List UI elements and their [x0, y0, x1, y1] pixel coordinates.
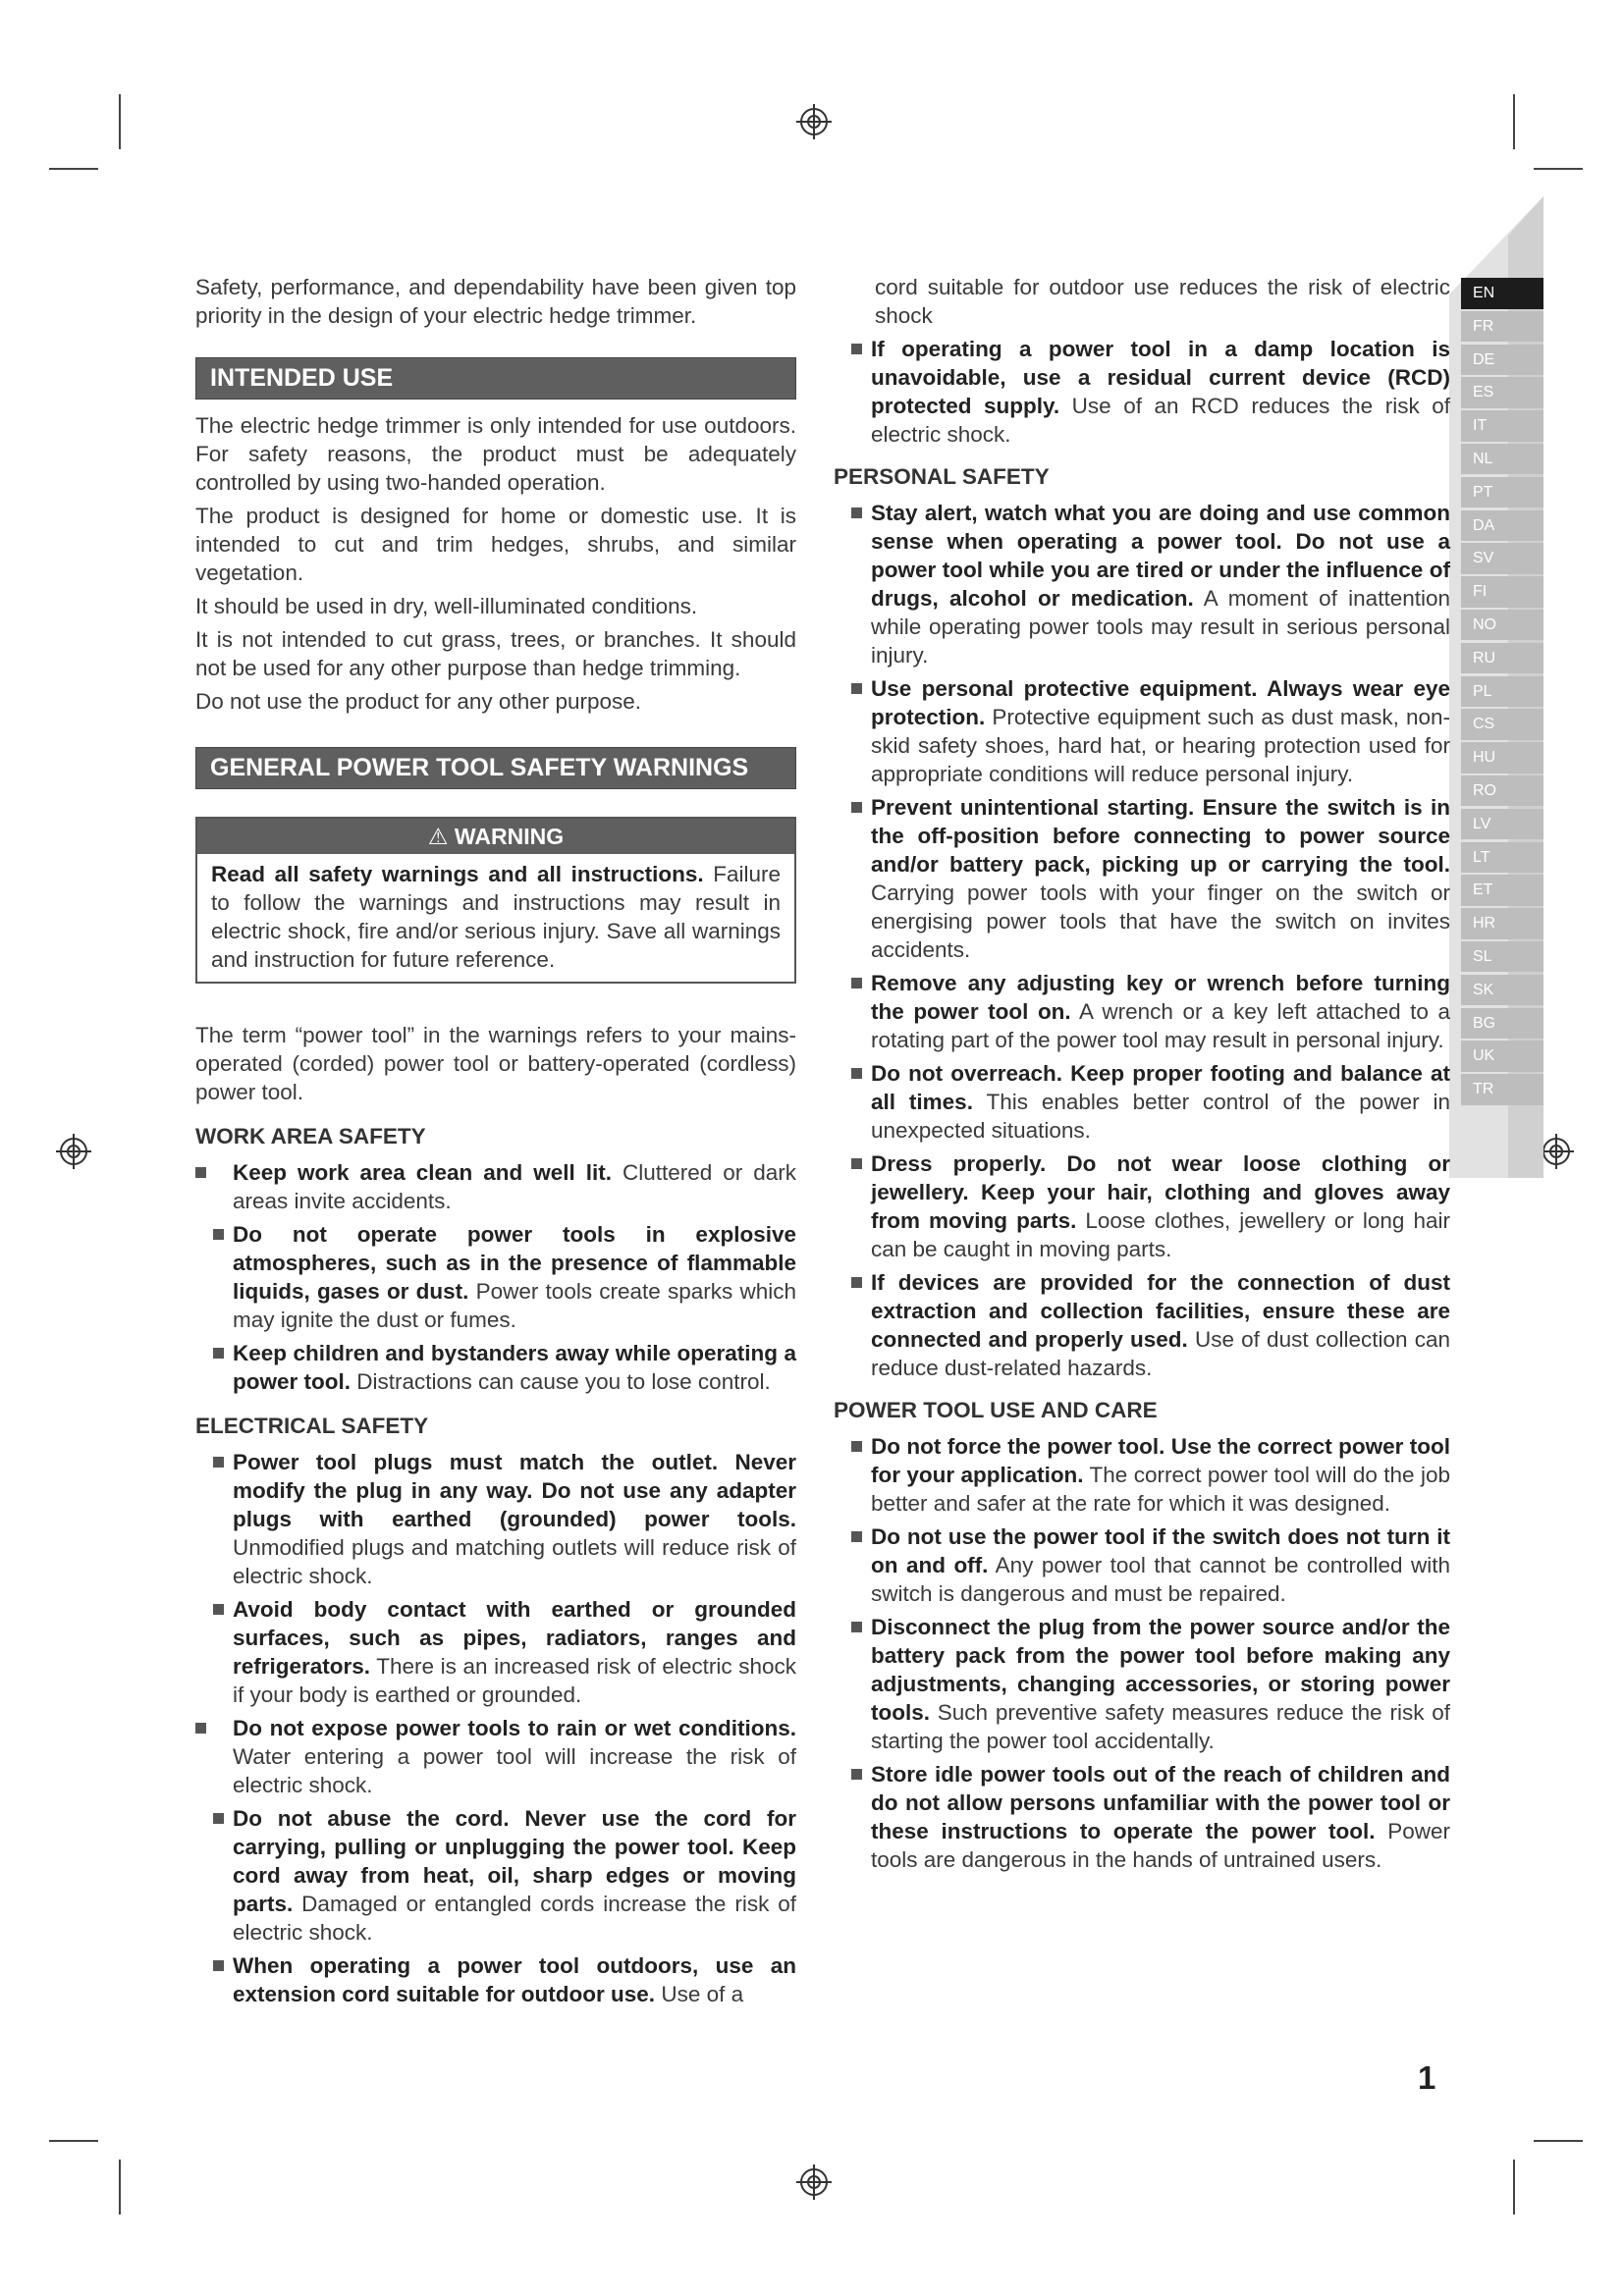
language-tab-bg[interactable]: BG	[1461, 1008, 1543, 1040]
bullet-icon	[851, 802, 862, 813]
list-item: Do not use the power tool if the switch does not turn it on and off. Any power tool that cannot be controlled with switch is dangerous and must be repaired.	[834, 1522, 1450, 1608]
language-tabs	[1461, 278, 1543, 1107]
crop-mark	[1513, 94, 1515, 149]
crop-mark	[119, 94, 121, 149]
subheading: POWER TOOL USE AND CARE	[834, 1398, 1158, 1422]
warning-body	[197, 854, 794, 982]
crop-mark	[1513, 2160, 1515, 2215]
bullet-icon	[213, 1348, 224, 1359]
bullet-icon	[851, 683, 862, 694]
list-item: Avoid body contact with earthed or grounded surfaces, such as pipes, radiators, ranges and refrigerators. There is an increased risk of electric shock if your body is earthed or grounded.	[195, 1595, 796, 1709]
crop-mark	[119, 2160, 121, 2215]
bullet-icon	[851, 507, 862, 518]
paragraph: The electric hedge trimmer is only intended for use outdoors. For safety reasons, the product must be adequately controlled by using two-handed operation.	[195, 413, 796, 495]
list-item-continued: cord suitable for outdoor use reduces the risk of electric shock	[875, 275, 1450, 328]
subheading: ELECTRICAL SAFETY	[195, 1414, 429, 1438]
bullet-icon	[213, 1813, 224, 1824]
bullet-icon	[851, 1441, 862, 1452]
list-item: Do not force the power tool. Use the correct power tool for your application. The correct power tool will do the job better and safer at the rate for which it was designed.	[834, 1432, 1450, 1518]
registration-mark-icon	[54, 1132, 93, 1171]
language-tab-sl[interactable]: SL	[1461, 941, 1543, 973]
bullet-icon	[195, 1723, 206, 1734]
bullet-icon	[213, 1229, 224, 1240]
language-tab-lv[interactable]: LV	[1461, 809, 1543, 840]
list-item: Do not expose power tools to rain or wet conditions. Water entering a power tool will increase the risk of electric shock.	[195, 1714, 796, 1799]
list-item: Remove any adjusting key or wrench before turning the power tool on. A wrench or a key left attached to a rotating part of the power tool may result in personal injury.	[834, 969, 1450, 1054]
language-tab-es[interactable]: ES	[1461, 377, 1543, 408]
list-item: Dress properly. Do not wear loose clothing or jewellery. Keep your hair, clothing and gloves away from moving parts. Loose clothes, jewellery or long hair can be caught in moving parts.	[834, 1149, 1450, 1263]
list-item: Prevent unintentional starting. Ensure the switch is in the off-position before connecting to power source and/or battery pack, picking up or carrying the tool. Carrying power tools with your finger on the switch or energising power tools that have the switch on invites accidents.	[834, 793, 1450, 964]
list-item: Use personal protective equipment. Always wear eye protection. Protective equipment such as dust mask, non-skid safety shoes, hard hat, or hearing protection used for appropriate conditions will reduce personal injury.	[834, 674, 1450, 788]
paragraph: The product is designed for home or domestic use. It is intended to cut and trim hedges, shrubs, and similar vegetation.	[195, 504, 796, 585]
list-item: Stay alert, watch what you are doing and use common sense when operating a power tool. Do not use a power tool while you are tired or under the influence of drugs, alcohol or medication. A moment of inattention while operating power tools may result in serious personal injury.	[834, 499, 1450, 669]
list-item: Do not operate power tools in explosive atmospheres, such as in the presence of flammable liquids, gases or dust. Power tools create sparks which may ignite the dust or fumes.	[195, 1220, 796, 1334]
crop-mark	[49, 2140, 98, 2142]
language-tab-hu[interactable]: HU	[1461, 742, 1543, 774]
bullet-icon	[851, 1769, 862, 1780]
language-tab-nl[interactable]: NL	[1461, 444, 1543, 475]
bullet-icon	[851, 1622, 862, 1632]
bullet-icon	[851, 1531, 862, 1542]
language-tab-en[interactable]: EN	[1461, 278, 1543, 309]
language-tab-tr[interactable]: TR	[1461, 1074, 1543, 1105]
language-tab-de[interactable]: DE	[1461, 345, 1543, 376]
language-tab-ru[interactable]: RU	[1461, 643, 1543, 674]
section-heading: GENERAL POWER TOOL SAFETY WARNINGS	[195, 747, 796, 789]
language-tab-no[interactable]: NO	[1461, 610, 1543, 641]
subheading: PERSONAL SAFETY	[834, 464, 1050, 489]
language-tab-sv[interactable]: SV	[1461, 543, 1543, 574]
bullet-icon	[195, 1167, 206, 1178]
paragraph: It is not intended to cut grass, trees, or branches. It should not be used for any other purpose than hedge trimming.	[195, 627, 796, 680]
crop-mark	[1534, 168, 1583, 170]
paragraph: It should be used in dry, well-illuminated conditions.	[195, 594, 698, 618]
language-tab-it[interactable]: IT	[1461, 410, 1543, 442]
warning-triangle-icon: ⚠	[427, 824, 449, 849]
bullet-icon	[851, 344, 862, 354]
warning-bold: Read all safety warnings and all instructions.	[211, 862, 704, 886]
language-tab-da[interactable]: DA	[1461, 510, 1543, 542]
warning-text: Failure to follow the warnings and instructions may result in electric shock, fire and/or serious injury. Save all warnings and instruction for future reference.	[211, 862, 781, 972]
left-column	[195, 273, 796, 2013]
list-item: If operating a power tool in a damp location is unavoidable, use a residual current device (RCD) protected supply. Use of an RCD reduces the risk of electric shock.	[834, 335, 1450, 449]
language-tab-et[interactable]: ET	[1461, 875, 1543, 906]
section-heading: INTENDED USE	[195, 357, 796, 400]
registration-mark-icon	[794, 102, 834, 141]
crop-mark	[49, 168, 98, 170]
language-tab-pt[interactable]: PT	[1461, 477, 1543, 508]
intro-text: Safety, performance, and dependability have been given top priority in the design of your electric hedge trimmer.	[195, 275, 796, 328]
paragraph: Do not use the product for any other purpose.	[195, 689, 642, 714]
list-item: If devices are provided for the connection of dust extraction and collection facilities, ensure these are connected and properly used. Use of dust collection can reduce dust-related hazards.	[834, 1268, 1450, 1382]
list-item: Do not overreach. Keep proper footing and balance at all times. This enables better control of the power in unexpected situations.	[834, 1059, 1450, 1145]
list-item: Keep children and bystanders away while operating a power tool. Distractions can cause you to lose control.	[195, 1339, 796, 1396]
bullet-icon	[213, 1604, 224, 1615]
language-tab-fr[interactable]: FR	[1461, 311, 1543, 343]
list-item: Store idle power tools out of the reach of children and do not allow persons unfamiliar with the power tool or these instructions to operate the power tool. Power tools are dangerous in the hands of untrained users.	[834, 1760, 1450, 1874]
language-tab-lt[interactable]: LT	[1461, 842, 1543, 874]
list-item: When operating a power tool outdoors, use an extension cord suitable for outdoor use. Use of a	[195, 1951, 796, 2008]
subheading: WORK AREA SAFETY	[195, 1124, 426, 1148]
list-item: Power tool plugs must match the outlet. Never modify the plug in any way. Do not use any adapter plugs with earthed (grounded) power tools. Unmodified plugs and matching outlets will reduce risk of electric shock.	[195, 1448, 796, 1590]
warning-title: WARNING	[454, 824, 565, 849]
list-item: Keep work area clean and well lit. Cluttered or dark areas invite accidents.	[195, 1158, 796, 1215]
bullet-icon	[851, 1158, 862, 1169]
warning-box	[195, 817, 796, 984]
right-column	[834, 273, 1450, 1879]
language-tab-sk[interactable]: SK	[1461, 975, 1543, 1006]
registration-mark-icon	[794, 2163, 834, 2202]
language-tab-fi[interactable]: FI	[1461, 576, 1543, 608]
bullet-icon	[851, 978, 862, 988]
language-tab-ro[interactable]: RO	[1461, 775, 1543, 807]
language-tab-uk[interactable]: UK	[1461, 1041, 1543, 1072]
bullet-icon	[213, 1960, 224, 1971]
bullet-icon	[851, 1068, 862, 1079]
list-item: Disconnect the plug from the power source and/or the battery pack from the power tool before making any adjustments, changing accessories, or storing power tools. Such preventive safety measures reduce the risk of starting the power tool accidentally.	[834, 1613, 1450, 1755]
language-tab-cs[interactable]: CS	[1461, 709, 1543, 740]
language-tab-pl[interactable]: PL	[1461, 676, 1543, 708]
warning-header	[197, 819, 794, 854]
crop-mark	[1534, 2140, 1583, 2142]
paragraph: The term “power tool” in the warnings refers to your mains-operated (corded) power tool or battery-operated (cordless) power tool.	[195, 1023, 796, 1104]
bullet-icon	[213, 1457, 224, 1468]
list-item: Do not abuse the cord. Never use the cord for carrying, pulling or unplugging the power tool. Keep cord away from heat, oil, sharp edges or moving parts. Damaged or entangled cords increase the risk of electric shock.	[195, 1804, 796, 1947]
language-tab-hr[interactable]: HR	[1461, 908, 1543, 939]
bullet-icon	[851, 1277, 862, 1288]
page-number: 1	[1418, 2059, 1436, 2096]
